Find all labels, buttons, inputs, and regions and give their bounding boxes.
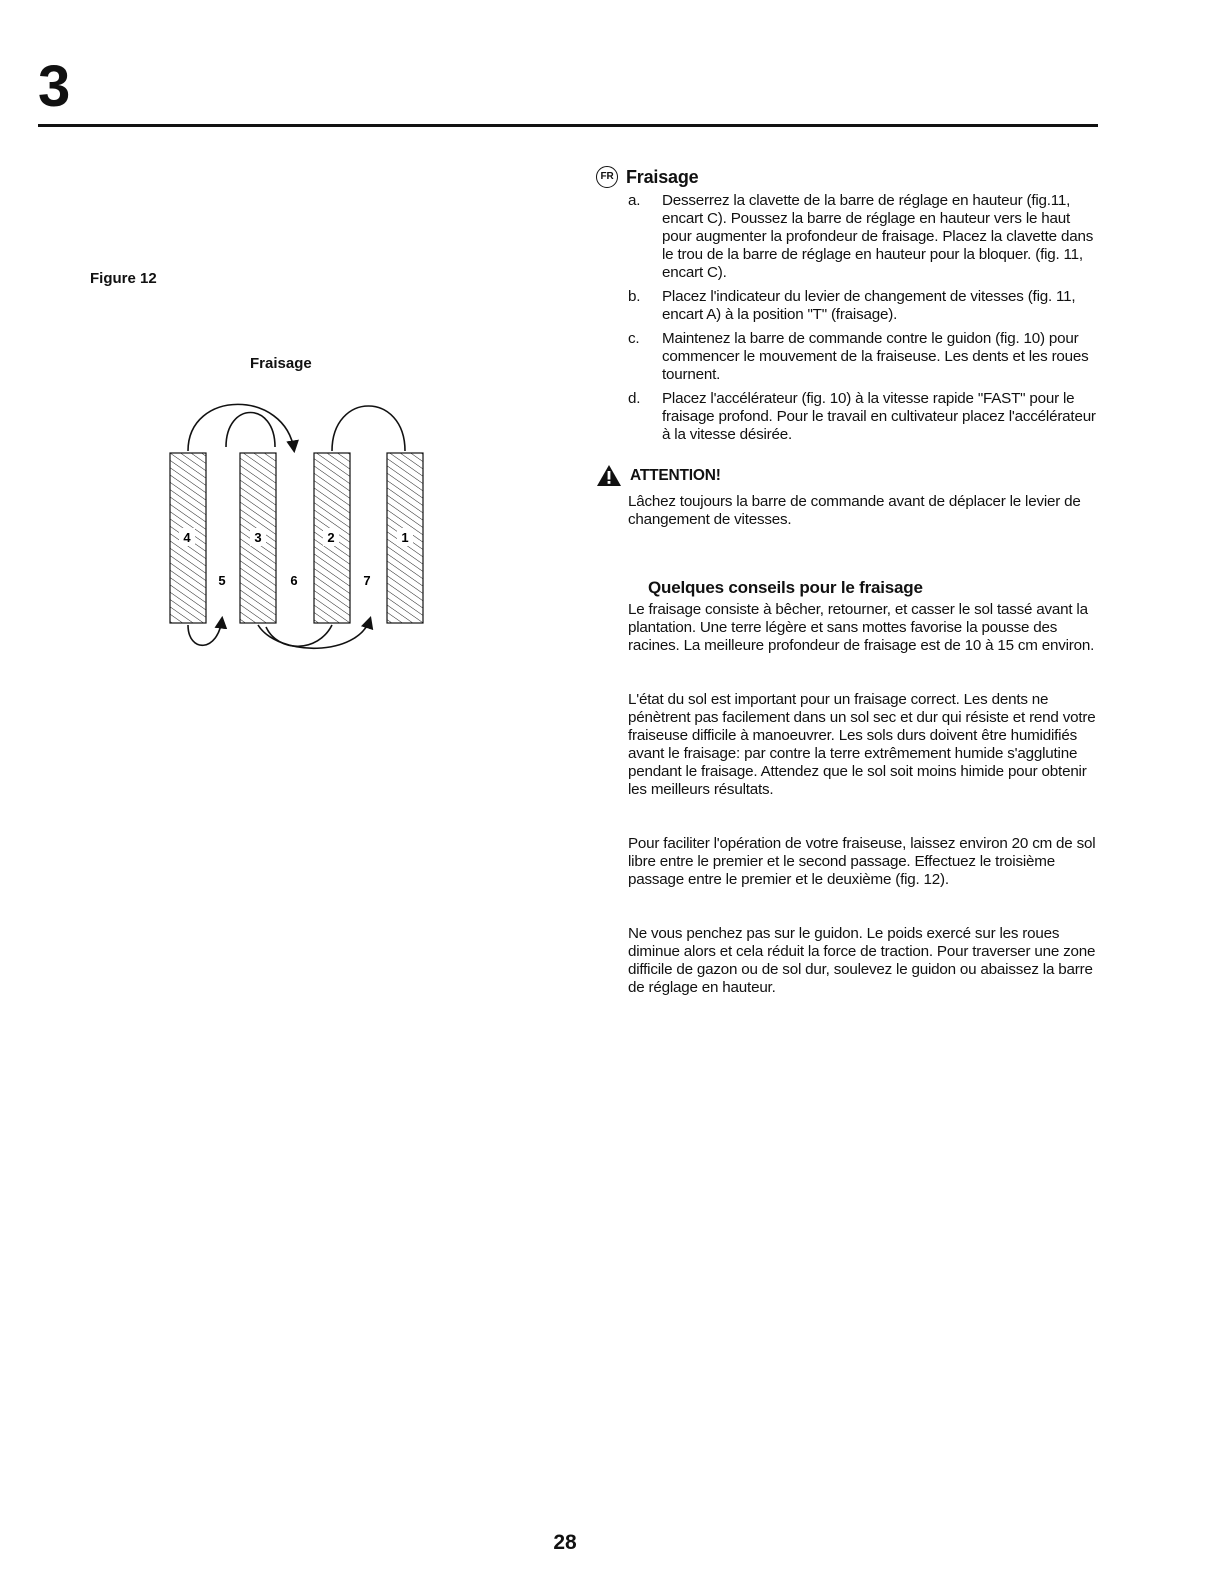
step-letter: b.	[628, 288, 641, 305]
strip-label: 4	[183, 530, 191, 545]
strip-label: 1	[401, 530, 409, 545]
gap-label: 5	[218, 573, 226, 588]
language-badge: FR	[596, 166, 618, 188]
step-letter: c.	[628, 330, 640, 347]
step-text: Placez l'indicateur du levier de changement de vitesses (fig. 11, encart A) à la position "T" (fraisage).	[662, 288, 1076, 323]
step-text: Placez l'accélérateur (fig. 10) à la vitesse rapide "FAST" pour le fraisage profond. Pour le travail en cultivateur placez l'accélérateur à la vitesse désirée.	[662, 390, 1096, 443]
path-arrow	[226, 413, 275, 448]
tips-paragraph: Ne vous penchez pas sur le guidon. Le poids exercé sur les roues diminue alors et cela réduit la force de traction. Pour traverser une zone difficile de gazon ou de sol dur, soulevez le guidon ou abaissez la barre de réglage en hauteur.	[628, 925, 1096, 996]
tips-paragraph: L'état du sol est important pour un fraisage correct. Les dents ne pénètrent pas facilement dans un sol sec et dur qui résiste et rend votre fraiseuse difficile à manoeuvrer. Les sols durs doivent être humidifiés avant le fraisage: par contre la terre extrêmement humide s'agglutine pendant le fraisage. Attendez que le sol soit moins himide pour obtenir les meilleurs résultats.	[628, 691, 1096, 798]
text-column	[596, 166, 1100, 997]
path-arrow	[332, 406, 405, 451]
gap-label: 6	[290, 573, 298, 588]
page-number: 28	[553, 1531, 577, 1554]
list-item	[596, 288, 1100, 324]
strip-label: 3	[254, 530, 262, 545]
step-letter: d.	[628, 390, 641, 407]
path-arrow	[188, 404, 294, 451]
tips-title: Quelques conseils pour le fraisage	[648, 578, 923, 597]
step-letter: a.	[628, 192, 641, 209]
list-item	[596, 330, 1100, 384]
header-rule	[38, 124, 1098, 127]
strip-label: 2	[327, 530, 335, 545]
warning-heading	[596, 464, 1100, 487]
list-item	[596, 192, 1100, 282]
step-text: Maintenez la barre de commande contre le guidon (fig. 10) pour commencer le mouvement de la fraiseuse. Les dents et les roues tournent.	[662, 330, 1089, 383]
figure-label: Figure 12	[90, 270, 157, 287]
section-heading	[596, 166, 1100, 188]
chapter-number: 3	[38, 54, 71, 119]
figure-caption: Fraisage	[250, 355, 312, 372]
warning-text: Lâchez toujours la barre de commande avant de déplacer le levier de changement de vitesses.	[628, 493, 1081, 528]
path-arrow	[266, 625, 332, 646]
warning-title: ATTENTION!	[630, 466, 721, 484]
list-item	[596, 390, 1100, 444]
tilling-pattern-diagram	[160, 395, 450, 665]
steps-list	[596, 192, 1100, 444]
warning-icon	[596, 464, 622, 487]
section-title: Fraisage	[626, 167, 699, 187]
tips-paragraph: Le fraisage consiste à bêcher, retourner, et casser le sol tassé avant la plantation. Une terre légère et sans mottes favorise la pousse des racines. La meilleure profondeur de fraisage est de 10 à 15 cm environ.	[628, 601, 1095, 654]
step-text: Desserrez la clavette de la barre de réglage en hauteur (fig.11, encart C). Poussez la barre de réglage en hauteur vers le haut pour augmenter la profondeur de fraisage. Placez la clavette dans le trou de la barre de réglage en hauteur pour la bloquer. (fig. 11, encart C).	[662, 192, 1094, 281]
tips-paragraph: Pour faciliter l'opération de votre fraiseuse, laissez environ 20 cm de sol libre entre le premier et le second passage. Effectuez le troisième passage entre le premier et le deuxième (fig. 12).	[628, 835, 1096, 888]
gap-label: 7	[363, 573, 371, 588]
